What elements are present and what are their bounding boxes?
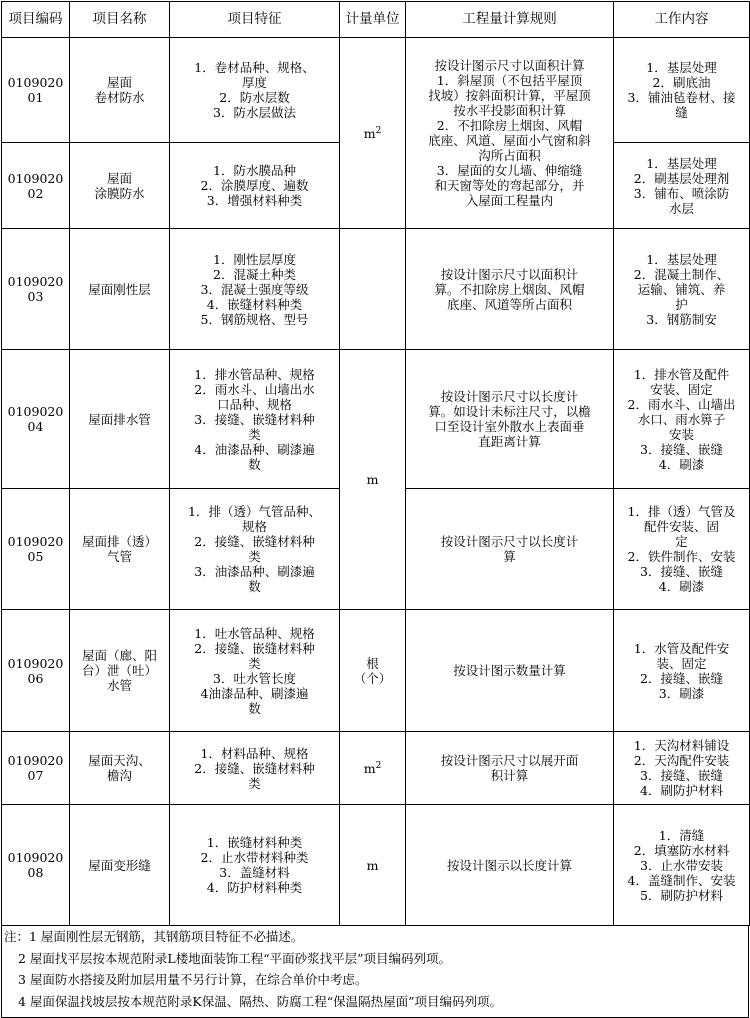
item-code: 010902001: [2, 38, 70, 143]
item-features: 1．排水管品种、规格 2．雨水斗、山墙出水 口品种、规格 3．接缝、嵌缝材料种 类 4．油漆品种、刷漆遍 数: [170, 350, 340, 489]
notes-section: [1, 925, 749, 1018]
item-features: 1．刚性层厚度 2．混凝土种类 3．混凝土强度等级 4．嵌缝材料种类 5．钢筋规格、型号: [170, 229, 340, 350]
item-work: 1．排水管及配件 安装、固定 2．雨水斗、山墙出 水口、雨水箅子 安装 3．接缝、嵌缝 4．刷漆: [614, 350, 750, 489]
item-work: 1．基层处理 2．刷底油 3．铺油毡卷材、接 缝: [614, 38, 750, 143]
item-code: 010902004: [2, 350, 70, 489]
table-row: [2, 229, 750, 350]
item-unit: 根 （个）: [340, 610, 406, 732]
item-features: 1．材料品种、规格 2．接缝、嵌缝材料种 类: [170, 732, 340, 805]
item-features: 1．吐水管品种、规格 2．接缝、嵌缝材料种 类 3．吐水管长度 4油漆品种、刷漆遍 数: [170, 610, 340, 732]
note-line: 2 屋面找平层按本规范附录L楼地面装饰工程“平面砂浆找平层”项目编码列项。: [18, 950, 452, 966]
item-rule: 按设计图示尺寸以面积计算 1．斜屋顶（不包括平屋顶 找坡）按斜面积计算，平屋顶 按水平投影面积计算 2．不扣除房上烟囱、风帽 底座、风道、屋面小气窗和斜 沟所占面积 3．屋面的女儿墙、伸缩缝 和天窗等处的弯起部分，并 入屋面工程量内: [406, 38, 614, 229]
spec-table: [1, 1, 750, 926]
item-name: 屋面天沟、 檐沟: [70, 732, 170, 805]
note-line: 注：1 屋面刚性层无钢筋，其钢筋项目特征不必描述。: [4, 929, 304, 944]
item-name: 屋面（廊、阳 台）泄（吐） 水管: [70, 610, 170, 732]
header-unit: 计量单位: [340, 2, 406, 38]
item-rule: 按设计图示数量计算: [406, 610, 614, 732]
item-work: 1．水管及配件安 装、固定 2．接缝、嵌缝 3．刷漆: [614, 610, 750, 732]
item-work: 1．清缝 2．填塞防水材料 3．止水带安装 4．盖缝制作、安装 5．刷防护材料: [614, 805, 750, 926]
table-row: [2, 610, 750, 732]
item-rule: 按设计图示尺寸以展开面 积计算: [406, 732, 614, 805]
item-unit: [340, 38, 406, 229]
unit-text: m: [363, 760, 376, 776]
item-code: 010902006: [2, 610, 70, 732]
item-work: 1．基层处理 2．混凝土制作、 运输、铺筑、养 护 3．钢筋制安: [614, 229, 750, 350]
item-unit: [340, 229, 406, 350]
header-rule: 工程量计算规则: [406, 2, 614, 38]
item-features: 1．卷材品种、规格、 厚度 2．防水层数 3．防水层做法: [170, 38, 340, 143]
item-unit: m: [340, 805, 406, 926]
item-rule: 按设计图示尺寸以长度计 算: [406, 489, 614, 610]
item-work: 1．排（透）气管及 配件安装、固 定 2．铁件制作、安装 3．接缝、嵌缝 4．刷漆: [614, 489, 750, 610]
header-work: 工作内容: [614, 2, 750, 38]
item-code: 010902003: [2, 229, 70, 350]
note-line: 4 屋面保温找坡层按本规范附录K保温、隔热、防腐工程“保温隔热屋面”项目编码列项。: [18, 993, 503, 1009]
item-rule: 按设计图示尺寸以面积计 算。不扣除房上烟囱、风帽 底座、风道等所占面积: [406, 229, 614, 350]
item-work: 1．基层处理 2．刷基层处理剂 3．铺布、喷涂防 水层: [614, 143, 750, 229]
unit-text: m: [363, 125, 376, 141]
unit-superscript: 2: [375, 760, 382, 771]
item-name: 屋面排（透） 气管: [70, 489, 170, 610]
item-code: 010902007: [2, 732, 70, 805]
header-row: [2, 2, 750, 38]
item-code: 010902008: [2, 805, 70, 926]
item-features: 1．嵌缝材料种类 2．止水带材料种类 3．盖缝材料 4．防护材料种类: [170, 805, 340, 926]
table-row: [2, 350, 750, 489]
item-rule: 按设计图示尺寸以长度计 算。如设计未标注尺寸，以檐 口至设计室外散水上表面垂 直距离计算: [406, 350, 614, 489]
note-line: 3 屋面防水搭接及附加层用量不另行计算，在综合单价中考虑。: [18, 972, 368, 987]
header-name: 项目名称: [70, 2, 170, 38]
item-rule: 按设计图示以长度计算: [406, 805, 614, 926]
item-features: 1．排（透）气管品种、 规格 2．接缝、嵌缝材料种 类 3．油漆品种、刷漆遍 数: [170, 489, 340, 610]
item-name: 屋面刚性层: [70, 229, 170, 350]
item-code: 010902002: [2, 143, 70, 229]
item-unit: m: [340, 350, 406, 610]
item-code: 010902005: [2, 489, 70, 610]
table-row: [2, 38, 750, 143]
header-code: 项目编码: [2, 2, 70, 38]
item-name: 屋面 涂膜防水: [70, 143, 170, 229]
item-name: 屋面变形缝: [70, 805, 170, 926]
item-unit: [340, 732, 406, 805]
table-row: [2, 805, 750, 926]
item-features: 1．防水膜品种 2．涂膜厚度、遍数 3．增强材料种类: [170, 143, 340, 229]
header-features: 项目特征: [170, 2, 340, 38]
item-name: 屋面排水管: [70, 350, 170, 489]
item-name: 屋面 卷材防水: [70, 38, 170, 143]
unit-superscript: 2: [375, 125, 382, 136]
table-row: [2, 732, 750, 805]
item-work: 1．天沟材料铺设 2．天沟配件安装 3．接缝、嵌缝 4．刷防护材料: [614, 732, 750, 805]
